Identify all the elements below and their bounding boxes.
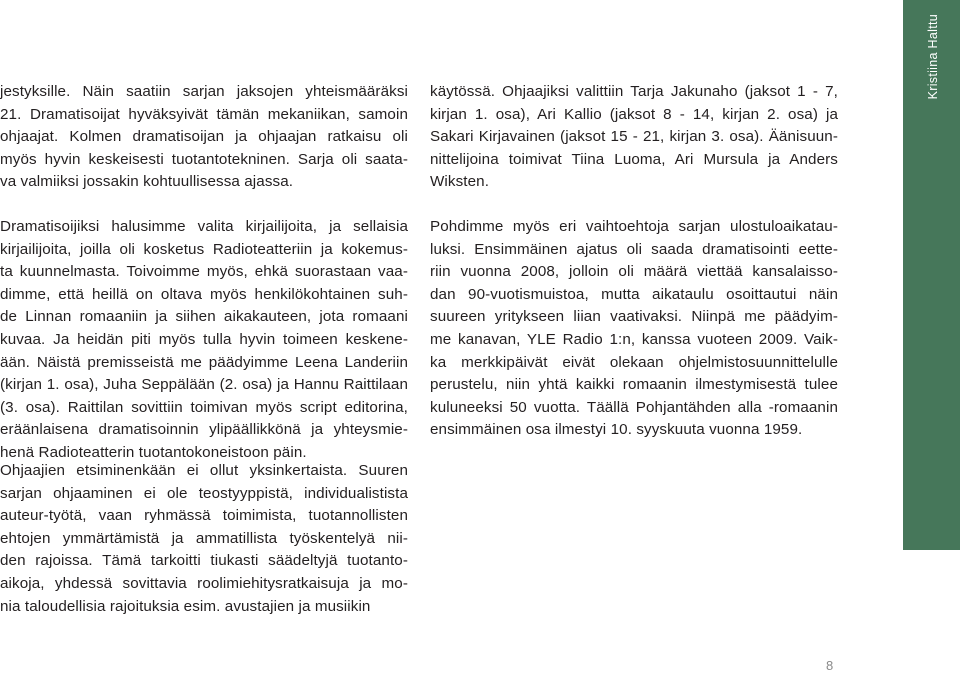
page-number: 8: [826, 658, 834, 673]
text-line: ohjaajat. Kolmen dramatisoijan ja ohjaajan ratkaisu oli: [0, 128, 408, 146]
text-line: kuluneeksi 50 vuotta. Täällä Pohjantähden alla -romaanin: [430, 398, 838, 416]
text-line: ka merkkipäivät eivät olekaan ohjelmistosuunnittelulle: [430, 353, 838, 371]
text-line: ensimmäinen osa ilmestyi 10. syyskuuta vuonna 1959.: [430, 421, 803, 439]
text-line: perustelu, niin yhtä kaikki romaanin ilmestymisestä tulee: [430, 376, 838, 394]
text-line: kirjan 1. osa), Ari Kallio (jaksot 8 - 14, kirjan 2. osa) ja: [430, 105, 838, 123]
text-line: nia taloudellisia rajoituksia esim. avustajien ja musiikin: [0, 597, 371, 615]
paragraph: [430, 81, 838, 194]
text-line: jestyksille. Näin saatiin sarjan jaksojen yhteismääräksi: [0, 83, 408, 100]
text-line: kuvaa. Ja heidän piti myös tulla hyvin toimeen keskene-: [0, 330, 408, 348]
text-line: dimme, että heillä on oltava myös henkilökohtainen suh-: [0, 285, 408, 303]
text-line: auteur-työtä, vaan ryhmässä toimimista, tuotannollisten: [0, 507, 408, 525]
text-line: Wiksten.: [430, 173, 490, 191]
right-column: [430, 81, 838, 442]
text-line: den rajoissa. Tämä tarkoitti tiukasti säädeltyjä tuotanto-: [0, 552, 408, 570]
paragraph: [0, 81, 408, 194]
text-line: riin vuonna 2008, jolloin oli määrä viettää kansalaisso-: [430, 263, 838, 281]
text-line: ään. Näistä premisseistä me päädyimme Leena Landeriin: [0, 353, 408, 371]
left-column-top: [0, 81, 408, 465]
text-line: myös hyvin keskeisesti tuotantotekninen. Sarja oli saata-: [0, 150, 408, 168]
text-line: de Linnan romaaniin ja siihen aikakauteen, jota romaani: [0, 308, 408, 326]
paragraph: [430, 216, 838, 442]
text-line: aikoja, yhdessä sovittavia roolimiehitysratkaisuja ja mo-: [0, 574, 408, 592]
text-line: Sakari Kirjavainen (jaksot 15 - 21, kirjan 3. osa). Äänisuun-: [430, 128, 838, 146]
text-line: sarjan ohjaaminen ei ole teostyyppistä, individualistista: [0, 484, 408, 502]
text-line: ta kuunnelmasta. Toivoimme myös, ehkä suorastaan vaa-: [0, 263, 408, 281]
text-line: (3. osa). Raittilan sovittiin toimivan myös script editorina,: [0, 398, 408, 416]
text-line: Dramatisoijiksi halusimme valita kirjailijoita, ja sellaisia: [0, 217, 408, 235]
text-line: Ohjaajien etsiminenkään ei ollut yksinkertaista. Suuren: [0, 462, 408, 479]
text-line: kirjailijoita, joilla oli kosketus Radioteatteriin ja kokemus-: [0, 240, 408, 258]
text-line: suureen yritykseen liian vaativaksi. Niinpä me päädyim-: [430, 308, 838, 326]
paragraph: [0, 460, 408, 618]
text-line: (kirjan 1. osa), Juha Seppälään (2. osa) ja Hannu Raittilaan: [0, 376, 408, 394]
paragraph: [0, 216, 408, 465]
text-line: me kanavan, YLE Radio 1:n, kanssa vuoteen 2009. Vaik-: [430, 330, 838, 348]
text-line: käytössä. Ohjaajiksi valittiin Tarja Jakunaho (jaksot 1 - 7,: [430, 83, 838, 100]
text-line: va valmiiksi jossakin kohtuullisessa ajassa.: [0, 173, 294, 191]
text-line: Pohdimme myös eri vaihtoehtoja sarjan ulostuloaikatau-: [430, 217, 838, 235]
text-line: henä Radioteatterin tuotantokoneistoon päin.: [0, 443, 307, 461]
text-line: 21. Dramatisoijat hyväksyivät tämän mekaniikan, samoin: [0, 105, 408, 123]
text-line: dan 90-vuotismuistoa, mutta aikataulu osoittautui näin: [430, 285, 838, 303]
text-line: ehtojen ymmärtämistä ja ammatillista työskentelyä nii-: [0, 529, 408, 547]
text-line: eräänlaisena dramatisoinnin ylipäällikkönä ja yhteysmie-: [0, 421, 408, 439]
text-line: luksi. Ensimmäinen ajatus oli saada dramatisointi eette-: [430, 240, 838, 258]
text-line: nittelijoina toimivat Tiina Luoma, Ari Mursula ja Anders: [430, 150, 838, 168]
author-name: Kristiina Halttu: [925, 14, 940, 100]
author-sidebar: [903, 0, 960, 550]
left-column-bottom: [0, 460, 408, 618]
